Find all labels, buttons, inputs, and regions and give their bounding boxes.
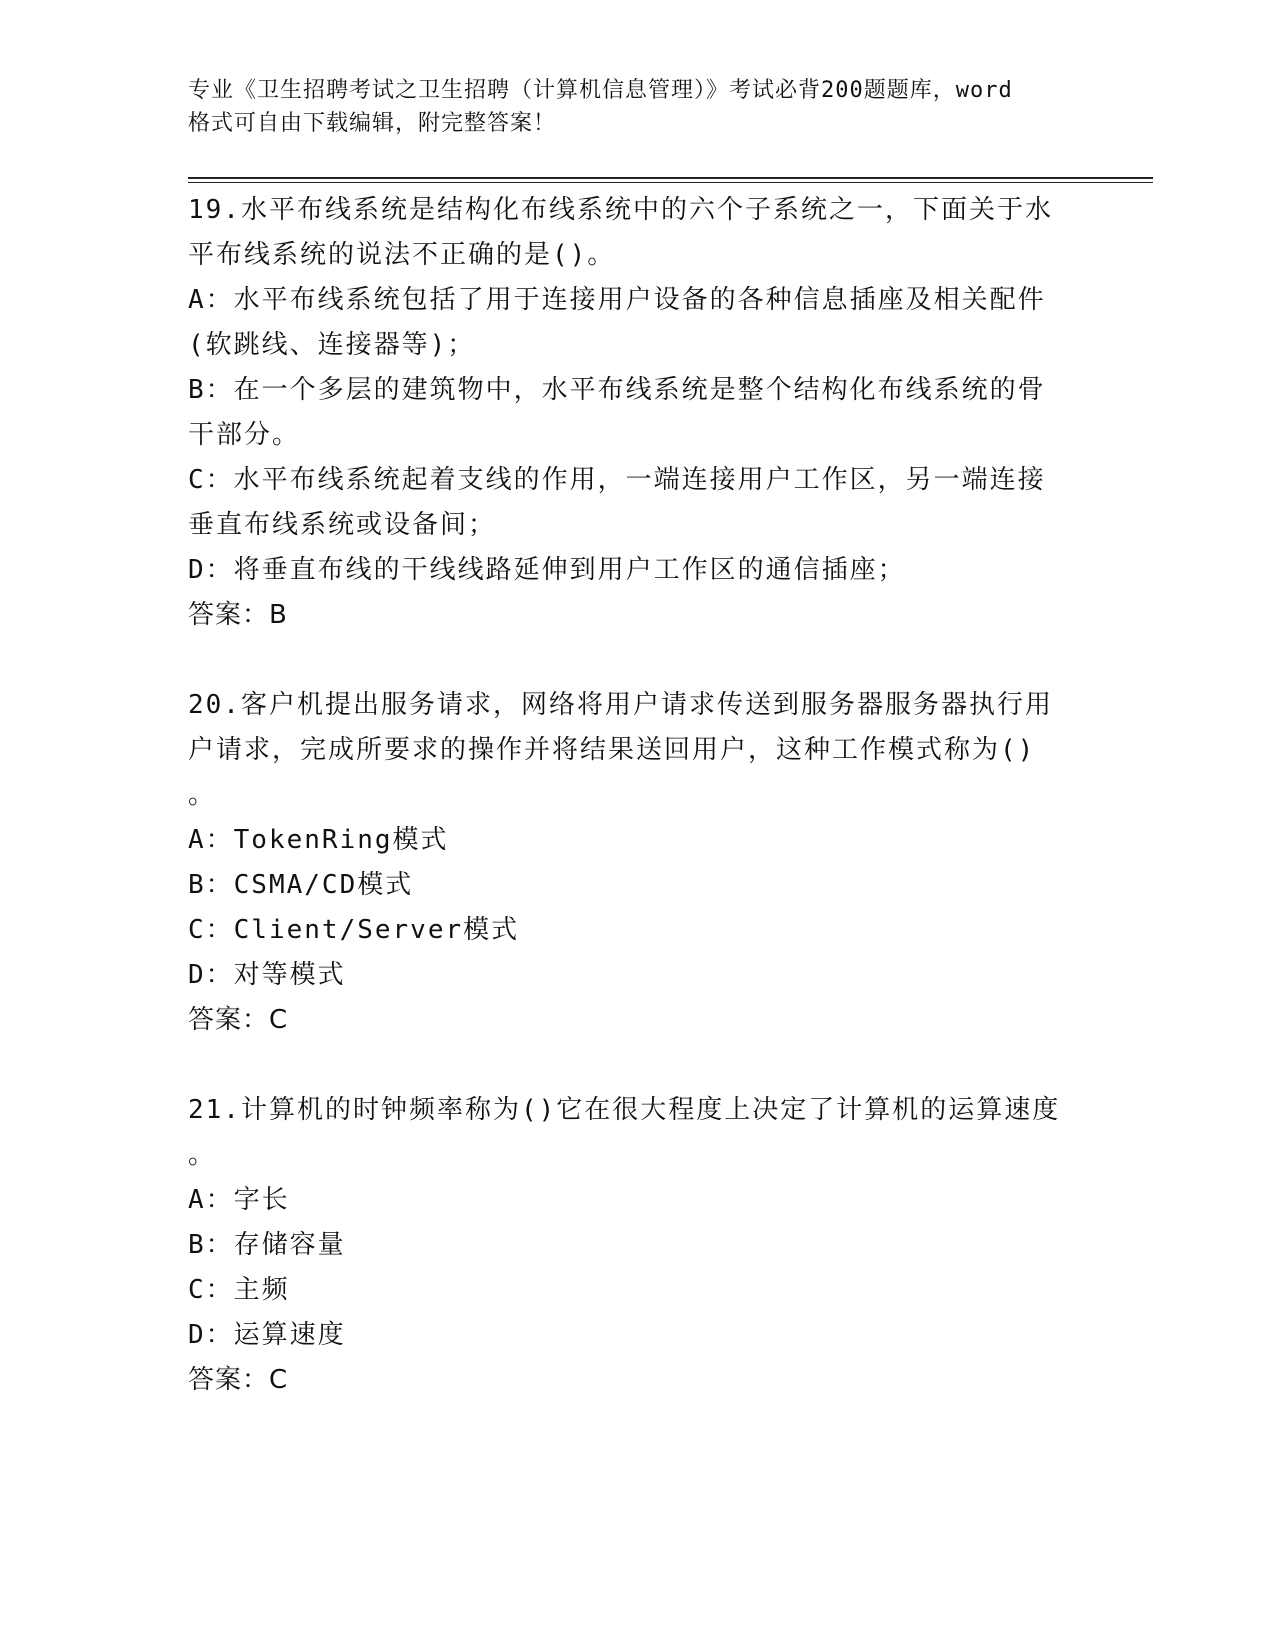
question-19 <box>188 188 1088 638</box>
question-20-line: 户请求，完成所要求的操作并将结果送回用户，这种工作模式称为() <box>188 735 1036 765</box>
option-d: D：将垂直布线的干线线路延伸到用户工作区的通信插座； <box>188 555 906 585</box>
option-b: B：存储容量 <box>188 1230 346 1260</box>
option-c: C：Client/Server模式 <box>188 915 520 945</box>
question-list <box>188 188 1088 1403</box>
question-21-line: 。 <box>188 1140 217 1170</box>
question-20 <box>188 683 1088 1043</box>
option-c: C：主频 <box>188 1275 290 1305</box>
document-header <box>188 74 1088 140</box>
option-b: B：在一个多层的建筑物中，水平布线系统是整个结构化布线系统的骨 <box>188 375 1046 405</box>
option-a: A：TokenRing模式 <box>188 825 449 855</box>
option-a-cont: (软跳线、连接器等)； <box>188 330 476 360</box>
question-20-line: 20.客户机提出服务请求，网络将用户请求传送到服务器服务器执行用 <box>188 690 1053 720</box>
header-divider <box>188 177 1153 183</box>
question-20-line: 。 <box>188 780 217 810</box>
header-line-2: 格式可自由下载编辑，附完整答案！ <box>188 111 557 136</box>
question-21 <box>188 1088 1088 1403</box>
option-b: B：CSMA/CD模式 <box>188 870 414 900</box>
question-19-line: 平布线系统的说法不正确的是()。 <box>188 240 616 270</box>
option-a: A：字长 <box>188 1185 290 1215</box>
option-d: D：对等模式 <box>188 960 346 990</box>
option-b-cont: 干部分。 <box>188 420 301 450</box>
option-a: A：水平布线系统包括了用于连接用户设备的各种信息插座及相关配件 <box>188 285 1046 315</box>
option-c: C：水平布线系统起着支线的作用，一端连接用户工作区，另一端连接 <box>188 465 1046 495</box>
option-d: D：运算速度 <box>188 1320 346 1350</box>
answer-21: 答案：C <box>188 1365 289 1395</box>
question-21-line: 21.计算机的时钟频率称为()它在很大程度上决定了计算机的运算速度 <box>188 1095 1061 1125</box>
answer-20: 答案：C <box>188 1005 289 1035</box>
question-19-line: 19.水平布线系统是结构化布线系统中的六个子系统之一，下面关于水 <box>188 195 1053 225</box>
answer-19: 答案：B <box>188 600 288 630</box>
option-c-cont: 垂直布线系统或设备间； <box>188 510 497 540</box>
header-line-1: 专业《卫生招聘考试之卫生招聘（计算机信息管理）》考试必背200题题库，word <box>188 78 1013 103</box>
